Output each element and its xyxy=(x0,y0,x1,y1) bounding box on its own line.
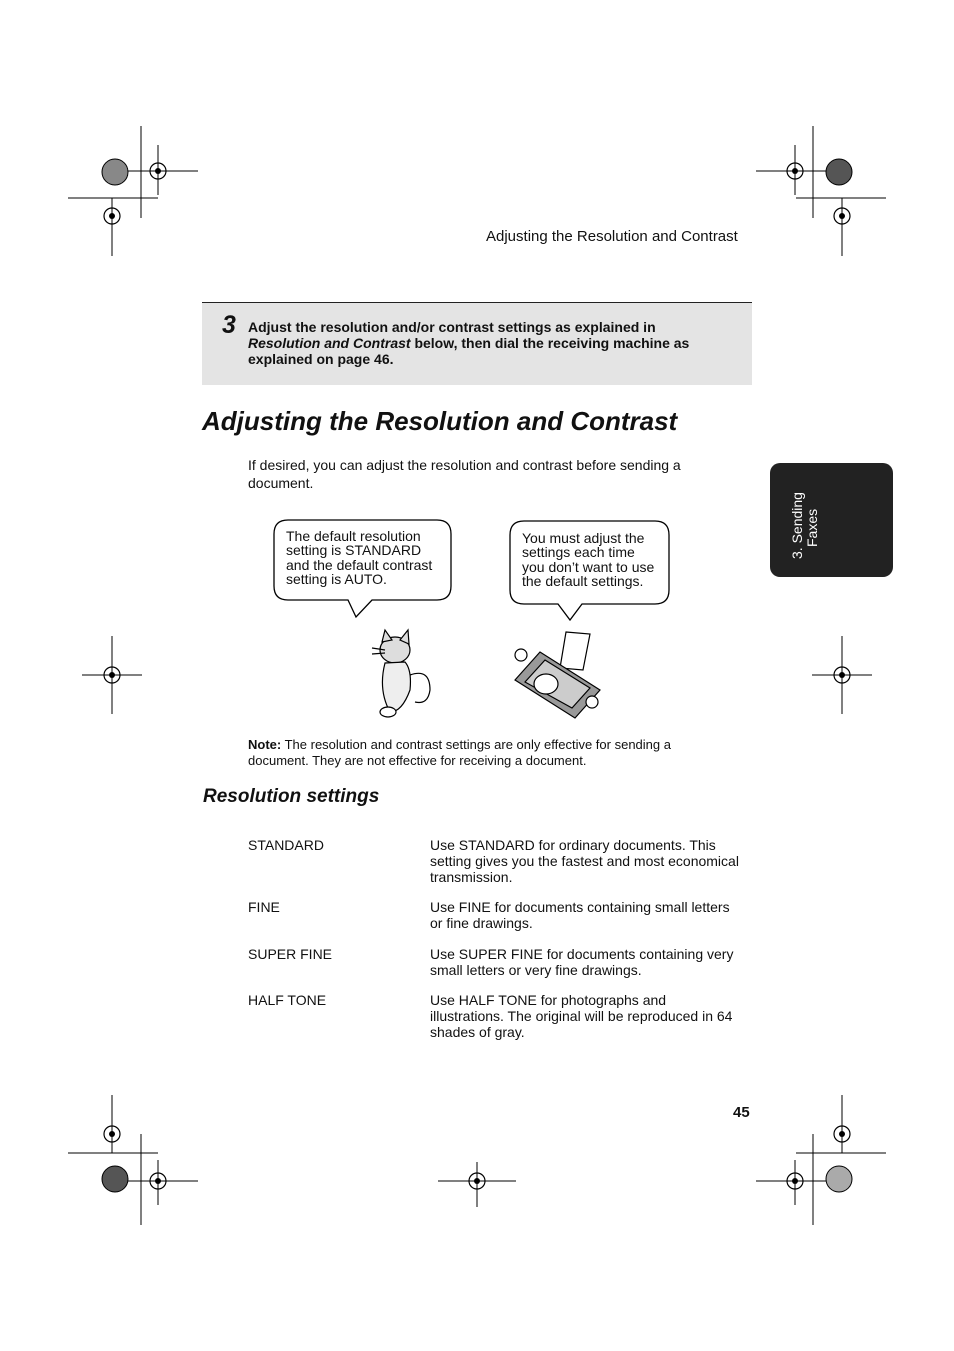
bubble-right-line: you don’t want to use xyxy=(522,559,655,575)
setting-description: Use STANDARD for ordinary documents. This setting gives you the fastest and most economical transmission. xyxy=(430,837,739,885)
cat-mascot-icon xyxy=(372,630,430,717)
chapter-tab-label: 3. Sending Faxes xyxy=(789,492,820,559)
bubble-left-line: and the default contrast xyxy=(286,557,433,573)
intro-paragraph: If desired, you can adjust the resolution and contrast before sending a document. xyxy=(248,457,681,491)
step-number: 3 xyxy=(222,311,236,339)
bubble-right-line: settings each time xyxy=(522,544,635,560)
section-title: Resolution settings xyxy=(203,786,380,807)
bubble-left-line: The default resolution xyxy=(286,528,421,544)
page-title: Adjusting the Resolution and Contrast xyxy=(202,406,678,436)
setting-description: Use HALF TONE for photographs and illustrations. The original will be reproduced in 64 shades of gray. xyxy=(430,992,733,1040)
setting-term: STANDARD xyxy=(248,837,324,853)
running-head: Adjusting the Resolution and Contrast xyxy=(486,228,738,245)
bubble-right-line: You must adjust the xyxy=(522,530,645,546)
note-paragraph xyxy=(248,737,718,769)
bubble-left-line: setting is AUTO. xyxy=(286,571,387,587)
note-text: The resolution and contrast settings are only effective for sending a document. They are not effective for receiving a document. xyxy=(248,737,671,768)
svg-text:The default resolution set xyxy=(286,528,658,589)
setting-term: FINE xyxy=(248,899,280,915)
setting-term: SUPER FINE xyxy=(248,946,333,962)
bubble-right-line: the default settings. xyxy=(522,573,644,589)
setting-term: HALF TONE xyxy=(248,992,327,1008)
note-label: Note: xyxy=(248,737,282,752)
step-reference: Resolution and Contrast xyxy=(248,335,411,351)
fax-machine-mascot-icon xyxy=(515,632,600,718)
setting-description: Use FINE for documents containing small letters or fine drawings. xyxy=(430,899,730,931)
page-number: 45 xyxy=(733,1104,750,1121)
setting-description: Use SUPER FINE for documents containing very small letters or very fine drawings. xyxy=(430,946,734,978)
chapter-tab[interactable] xyxy=(770,463,893,577)
step-instruction: Adjust the resolution and/or contrast settings as explained in Resolution and Contrast below, then dial the receiving machine as explained on page 46. xyxy=(248,319,690,367)
bubble-left-line: setting is STANDARD xyxy=(286,542,422,558)
